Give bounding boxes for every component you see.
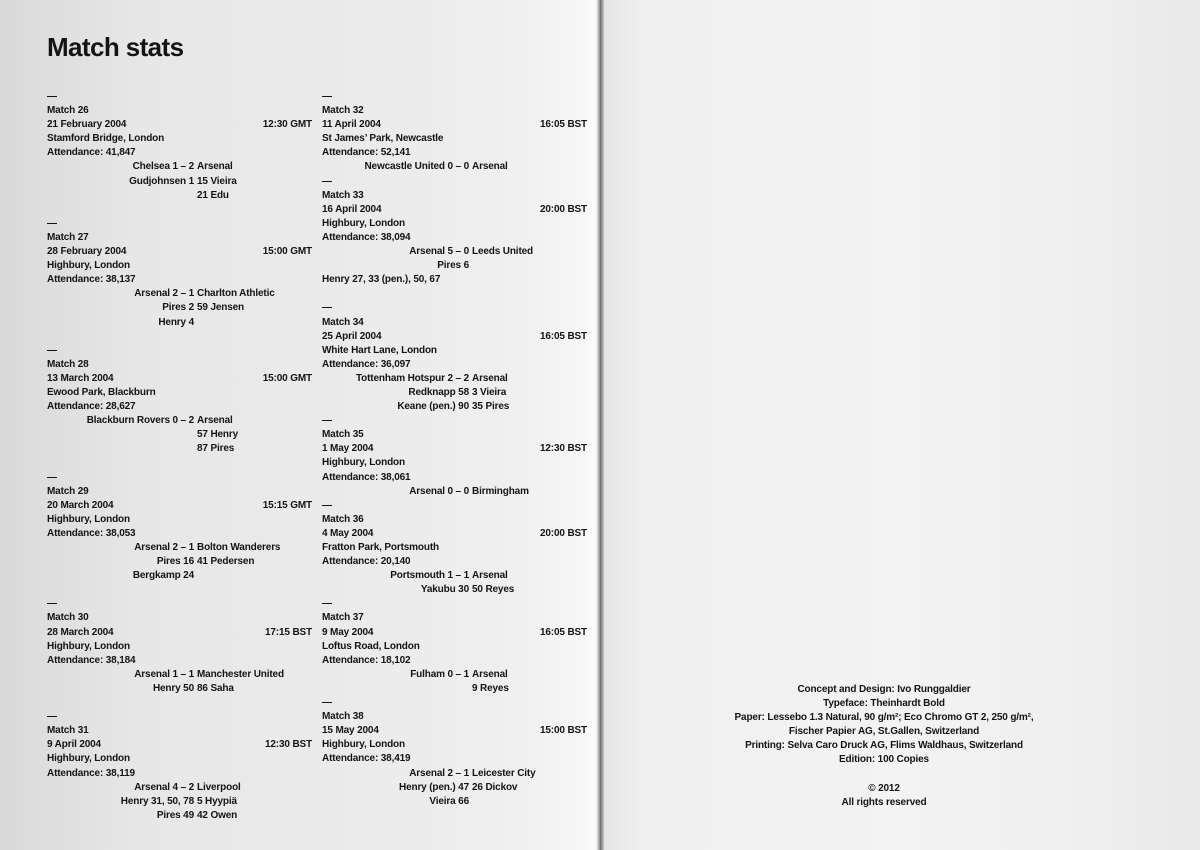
away-scorer: 3 Vieira xyxy=(472,386,507,398)
away-scorer: 59 Jensen xyxy=(197,302,245,314)
colophon xyxy=(604,683,1164,810)
scorer-line xyxy=(322,795,587,809)
match-number: Match 36 xyxy=(322,513,364,525)
kickoff-time: 12:30 GMT xyxy=(262,119,312,131)
book-gutter xyxy=(596,0,604,850)
rights-reserved: All rights reserved xyxy=(841,796,927,808)
block-spacer xyxy=(47,203,312,217)
away-scorer: 26 Dickov xyxy=(472,781,518,793)
match-block xyxy=(322,696,587,809)
match-block xyxy=(47,217,312,344)
kickoff-time: 16:05 BST xyxy=(539,626,587,638)
separator-dash: — xyxy=(322,415,332,427)
scorer-line xyxy=(322,682,587,696)
scorer-line xyxy=(47,555,312,569)
scorer-line xyxy=(322,781,587,795)
colophon-line: Edition: 100 Copies xyxy=(839,754,929,766)
score-line xyxy=(322,569,587,583)
home-scorer: Gudjohnsen 1 xyxy=(129,175,194,187)
right-page xyxy=(604,0,1200,850)
separator-dash: — xyxy=(47,91,57,102)
scorer-line xyxy=(47,428,312,442)
left-page xyxy=(0,0,598,850)
match-attendance: Attendance: 38,419 xyxy=(322,753,411,765)
away-team: Liverpool xyxy=(197,781,241,793)
match-venue: Fratton Park, Portsmouth xyxy=(322,542,439,553)
home-scorer: Pires 49 xyxy=(156,809,194,821)
block-spacer xyxy=(322,287,587,301)
extra-scorers: Henry 27, 33 (pen.), 50, 67 xyxy=(322,274,441,286)
match-attendance: Attendance: 38,053 xyxy=(47,527,136,539)
score-line xyxy=(322,767,587,781)
away-team: Arsenal xyxy=(472,161,508,173)
match-date-row xyxy=(47,499,312,513)
scorer-line xyxy=(322,259,587,273)
kickoff-time: 12:30 BST xyxy=(264,739,312,751)
match-attendance: Attendance: 28,627 xyxy=(47,401,136,413)
home-team-score: Portsmouth 1 – 1 xyxy=(390,570,469,582)
home-team-score: Arsenal 2 – 1 xyxy=(134,288,194,300)
match-venue: Stamford Bridge, London xyxy=(47,133,165,145)
match-number: Match 30 xyxy=(47,612,89,624)
match-venue: Highbury, London xyxy=(322,457,405,469)
match-number: Match 31 xyxy=(47,725,89,737)
kickoff-time: 15:00 BST xyxy=(539,725,587,737)
match-date-row xyxy=(322,203,587,217)
kickoff-time: 20:00 BST xyxy=(539,203,587,215)
away-scorer: 41 Pedersen xyxy=(197,556,255,568)
match-date-row xyxy=(47,118,312,132)
away-team: Arsenal xyxy=(197,415,233,427)
match-date: 20 March 2004 xyxy=(47,499,114,511)
score-line xyxy=(322,668,587,682)
home-team-score: Blackburn Rovers 0 – 2 xyxy=(86,415,194,427)
home-team-score: Arsenal 0 – 0 xyxy=(409,485,469,497)
home-scorer: Pires 2 xyxy=(162,302,194,314)
away-scorer: 50 Reyes xyxy=(472,584,515,596)
match-date-row xyxy=(322,330,587,344)
match-venue: Loftus Road, London xyxy=(322,640,420,652)
separator-dash: — xyxy=(47,471,57,483)
scorer-line xyxy=(47,682,312,696)
match-date: 13 March 2004 xyxy=(47,372,114,384)
match-date-row xyxy=(322,724,587,738)
kickoff-time: 12:30 BST xyxy=(539,443,587,455)
match-number: Match 33 xyxy=(322,189,364,201)
match-block xyxy=(47,471,312,598)
match-date-row xyxy=(322,118,587,132)
match-column-2 xyxy=(322,90,587,809)
match-date-row xyxy=(47,245,312,259)
match-block xyxy=(47,90,312,217)
home-scorer: Vieira 66 xyxy=(429,795,469,807)
match-venue: Highbury, London xyxy=(47,753,130,765)
match-block xyxy=(322,499,587,598)
colophon-line: Paper: Lessebo 1.3 Natural, 90 g/m²; Eco Chromo GT 2, 250 g/m², xyxy=(734,712,1034,724)
match-block xyxy=(322,414,587,499)
block-spacer xyxy=(47,583,312,597)
home-scorer: Keane (pen.) 90 xyxy=(397,401,469,413)
home-team-score: Arsenal 2 – 1 xyxy=(409,767,469,779)
home-team-score: Arsenal 5 – 0 xyxy=(409,246,469,258)
match-attendance: Attendance: 38,094 xyxy=(322,231,411,243)
home-scorer xyxy=(47,189,194,203)
kickoff-time: 15:00 GMT xyxy=(262,372,312,384)
score-line xyxy=(322,485,587,499)
separator-dash: — xyxy=(47,344,57,356)
match-venue: Highbury, London xyxy=(322,217,405,229)
home-team-score: Tottenham Hotspur 2 – 2 xyxy=(355,372,469,384)
away-team: Arsenal xyxy=(472,570,508,582)
score-line xyxy=(47,541,312,555)
separator-dash: — xyxy=(47,711,57,723)
match-date-row xyxy=(322,442,587,456)
away-scorer xyxy=(469,795,472,809)
away-team: Charlton Athletic xyxy=(197,288,275,300)
match-date: 25 April 2004 xyxy=(322,330,382,342)
match-date-row xyxy=(47,626,312,640)
score-line xyxy=(47,781,312,795)
away-scorer: 42 Owen xyxy=(197,809,238,821)
away-scorer: 57 Henry xyxy=(197,429,239,441)
separator-dash: — xyxy=(322,91,332,102)
match-attendance: Attendance: 52,141 xyxy=(322,147,411,159)
match-number: Match 29 xyxy=(47,485,89,497)
scorer-line xyxy=(47,569,312,583)
match-date: 15 May 2004 xyxy=(322,725,379,737)
away-scorer xyxy=(194,316,197,330)
page-title: Match stats xyxy=(47,32,184,62)
home-team-score: Arsenal 2 – 1 xyxy=(134,542,194,553)
kickoff-time: 17:15 BST xyxy=(264,626,312,638)
away-scorer: 15 Vieira xyxy=(197,175,237,187)
home-scorer: Pires 6 xyxy=(437,260,469,272)
scorer-line xyxy=(47,442,312,456)
match-block xyxy=(322,90,587,175)
match-number: Match 34 xyxy=(322,316,364,328)
match-attendance: Attendance: 38,137 xyxy=(47,274,136,286)
colophon-line: Printing: Selva Caro Druck AG, Flims Waldhaus, Switzerland xyxy=(745,740,1023,752)
scorer-line xyxy=(322,400,587,414)
match-date: 11 April 2004 xyxy=(322,119,381,131)
score-line xyxy=(322,245,587,259)
away-team: Birmingham xyxy=(472,485,529,497)
match-number: Match 37 xyxy=(322,612,364,624)
match-block xyxy=(47,597,312,710)
match-date: 9 May 2004 xyxy=(322,626,374,638)
match-block xyxy=(322,301,587,414)
kickoff-time: 20:00 BST xyxy=(539,527,587,539)
away-scorer: 35 Pires xyxy=(472,401,510,413)
home-team-score: Newcastle United 0 – 0 xyxy=(364,161,469,173)
spacer xyxy=(604,768,1164,782)
match-attendance: Attendance: 18,102 xyxy=(322,654,411,666)
block-spacer xyxy=(47,456,312,470)
match-date-row xyxy=(322,527,587,541)
scorer-line xyxy=(47,809,312,823)
home-scorer xyxy=(47,428,194,442)
score-line xyxy=(47,160,312,174)
scorer-line xyxy=(47,301,312,315)
match-date: 16 April 2004 xyxy=(322,203,382,215)
match-date: 1 May 2004 xyxy=(322,443,374,455)
separator-dash: — xyxy=(322,499,332,511)
away-scorer xyxy=(194,569,197,583)
kickoff-time: 16:05 BST xyxy=(539,330,587,342)
match-date-row xyxy=(47,372,312,386)
match-date-row xyxy=(322,626,587,640)
separator-dash: — xyxy=(47,598,57,610)
away-scorer: 87 Pires xyxy=(197,443,235,455)
separator-dash: — xyxy=(47,217,57,229)
scorer-line xyxy=(47,189,312,203)
match-attendance: Attendance: 36,097 xyxy=(322,358,411,370)
colophon-line: Typeface: Theinhardt Bold xyxy=(823,698,945,710)
home-scorer xyxy=(322,682,469,696)
home-scorer xyxy=(47,442,194,456)
block-spacer xyxy=(47,330,312,344)
away-team: Arsenal xyxy=(197,161,233,173)
home-scorer: Pires 16 xyxy=(156,556,194,568)
home-scorer: Yakubu 30 xyxy=(420,584,469,596)
home-team-score: Arsenal 1 – 1 xyxy=(134,668,194,680)
match-venue: Ewood Park, Blackburn xyxy=(47,386,156,398)
score-line xyxy=(47,668,312,682)
match-attendance: Attendance: 38,061 xyxy=(322,471,411,483)
block-spacer xyxy=(47,696,312,710)
scorer-line xyxy=(47,316,312,330)
separator-dash: — xyxy=(322,175,332,187)
match-column-1 xyxy=(47,90,312,823)
separator-dash: — xyxy=(322,697,332,709)
match-block xyxy=(47,344,312,471)
match-venue: St James’ Park, Newcastle xyxy=(322,133,444,145)
away-team: Arsenal xyxy=(472,668,508,680)
home-team-score: Fulham 0 – 1 xyxy=(410,668,469,680)
colophon-line: Concept and Design: Ivo Runggaldier xyxy=(797,684,971,695)
away-team: Bolton Wanderers xyxy=(197,542,281,553)
home-team-score: Arsenal 4 – 2 xyxy=(134,781,194,793)
score-line xyxy=(47,414,312,428)
kickoff-time: 15:15 GMT xyxy=(262,499,312,511)
match-venue: Highbury, London xyxy=(47,640,130,652)
away-scorer: 21 Edu xyxy=(197,189,229,201)
away-team: Manchester United xyxy=(197,668,284,680)
home-scorer: Bergkamp 24 xyxy=(132,570,194,582)
scorer-line xyxy=(47,175,312,189)
away-scorer xyxy=(469,259,472,273)
away-team: Leeds United xyxy=(472,246,533,258)
kickoff-time: 15:00 GMT xyxy=(262,246,312,258)
away-team: Arsenal xyxy=(472,372,508,384)
match-venue: Highbury, London xyxy=(322,739,405,751)
match-block xyxy=(322,597,587,696)
away-scorer: 5 Hyypiä xyxy=(197,795,237,807)
match-attendance: Attendance: 38,119 xyxy=(47,767,135,779)
match-number: Match 27 xyxy=(47,231,89,243)
away-scorer: 86 Saha xyxy=(197,682,234,694)
home-team-score: Chelsea 1 – 2 xyxy=(132,161,194,173)
match-date: 28 March 2004 xyxy=(47,626,114,638)
match-date: 9 April 2004 xyxy=(47,739,101,751)
copyright: © 2012 xyxy=(868,782,900,794)
score-line xyxy=(322,372,587,386)
score-line xyxy=(47,287,312,301)
match-number: Match 38 xyxy=(322,711,364,723)
away-team: Leicester City xyxy=(472,767,536,779)
match-venue: Highbury, London xyxy=(47,513,130,525)
match-venue: White Hart Lane, London xyxy=(322,344,437,356)
scorer-line xyxy=(322,386,587,400)
home-scorer: Redknapp 58 xyxy=(408,386,469,398)
match-number: Match 26 xyxy=(47,105,89,117)
colophon-line: Fischer Papier AG, St.Gallen, Switzerland xyxy=(788,726,980,738)
match-attendance: Attendance: 41,847 xyxy=(47,147,136,159)
home-scorer: Henry 50 xyxy=(152,682,194,694)
match-number: Match 28 xyxy=(47,358,89,370)
scorer-line xyxy=(322,583,587,597)
separator-dash: — xyxy=(322,302,332,314)
kickoff-time: 16:05 BST xyxy=(539,119,587,131)
match-date: 21 February 2004 xyxy=(47,119,127,131)
scorer-line xyxy=(47,795,312,809)
match-number: Match 32 xyxy=(322,105,364,117)
match-block xyxy=(322,175,587,302)
match-block xyxy=(47,710,312,823)
match-number: Match 35 xyxy=(322,429,364,441)
match-attendance: Attendance: 20,140 xyxy=(322,556,411,568)
match-attendance: Attendance: 38,184 xyxy=(47,654,136,666)
match-date: 4 May 2004 xyxy=(322,527,374,539)
match-date: 28 February 2004 xyxy=(47,246,127,258)
match-date-row xyxy=(47,738,312,752)
home-scorer: Henry 4 xyxy=(158,316,194,328)
separator-dash: — xyxy=(322,598,332,610)
match-venue: Highbury, London xyxy=(47,260,130,272)
score-line xyxy=(322,160,587,174)
away-scorer: 9 Reyes xyxy=(472,682,509,694)
home-scorer: Henry (pen.) 47 xyxy=(399,781,469,793)
home-scorer: Henry 31, 50, 78 xyxy=(120,795,194,807)
